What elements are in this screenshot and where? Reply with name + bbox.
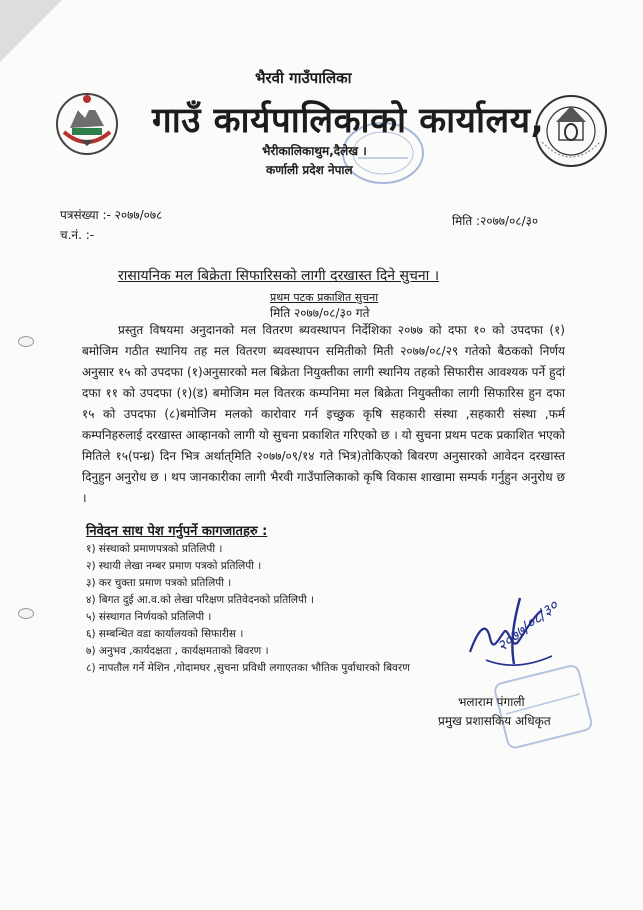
- list-item: ८) नापतौल गर्ने मेशिन ,गोदामघर ,सुचना प्रविधी लगाएतका भौतिक पुर्वाधारको बिवरण: [86, 662, 410, 674]
- publication-note: प्रथम पटक प्रकाशित सुचना: [270, 291, 379, 304]
- punch-hole: [18, 608, 34, 619]
- office-location: भैरीकालिकाथुम,दैलेख ।: [262, 144, 367, 158]
- documents-heading: निवेदन साथ पेश गर्नुपर्ने कागजातहरु :: [86, 524, 268, 539]
- punch-hole: [18, 336, 34, 347]
- list-item: ४) बिगत दुई आ.व.को लेखा परिक्षण प्रतिवेदनको प्रतिलिपी ।: [86, 594, 315, 606]
- reference-number: पत्रसंख्या :- २०७७/०७८: [60, 208, 163, 222]
- notice-subject: रासायनिक मल बिक्रेता सिफारिसको लागी दरखास्त दिने सुचना ।: [118, 268, 440, 284]
- notice-date: मिति २०७७/०८/३० गते: [270, 306, 370, 320]
- list-item: ६) सम्बन्धित वडा कार्यालयको सिफारीस ।: [86, 628, 244, 640]
- dispatch-number: च.नं. :-: [60, 228, 95, 242]
- nepal-emblem-icon: [52, 88, 122, 158]
- notice-body: प्रस्तुत विषयमा अनुदानको मल वितरण ब्यवस्थापन निर्देशिका २०७७ को दफा १० को उपदफा (१) बमोजिम गठीत स्थानिय तह मल वितरण ब्यवस्थापन समितीको मिती २०७७/०८/२९ गतेको बैठकको निर्णय अनुसार १५ को उपदफा (१)अनुसारको मल बिक्रेता नियुक्तीका लागी स्थानिय तहको सिफारीस आवश्यक पर्ने हुदां दफा ११ को उपदफा (१)(ड) बमोजिम मल वितरक कम्पनिमा मल बिक्रेता नियुक्तीका लागी सिफारिस हुन दफा १५ को उपदफा (८)बमोजिम मलको कारोवार गर्न इच्छुक कृषि सहकारी संस्था ,सहकारी संस्था ,फर्म कम्पनिहरुलाई दरखास्त आव्हानको लागी यो सुचना प्रकाशित गरिएको छ । यो सुचना प्रथम पटक प्रकाशित भएको मितिले १५(पन्ध्र) दिन भित्र अर्थात्‌मिति २०७७/०९/१४ गते भित्र)तोकिएको बिवरण अनुसारको आवेदन दरखास्त दिनुहुन अनुरोध छ । थप जानकारीका लागी भैरवी गाउँपालिकाको कृषि विकास शाखामा सम्पर्क गर्नुहुन अनुरोध छ ।: [82, 323, 565, 505]
- list-item: ५) संस्थागत निर्णयको प्रतिलिपी ।: [86, 611, 212, 623]
- office-title: गाउँ कार्यपालिकाको कार्यालय,: [152, 101, 545, 141]
- signature-date: २०७७/०८/३०: [493, 596, 562, 656]
- office-province: कर्णाली प्रदेश नेपाल: [266, 163, 353, 177]
- list-item: ३) कर चुक्ता प्रमाण पत्रको प्रतिलिपी ।: [86, 577, 232, 589]
- letter-date: मिति :२०७७/०८/३०: [452, 214, 539, 228]
- list-item: १) संस्थाको प्रमाणपत्रको प्रतिलिपी ।: [86, 543, 223, 555]
- folded-corner: [0, 0, 62, 62]
- municipality-name: भैरवी गाउँपालिका: [255, 69, 352, 87]
- list-item: ७) अनुभव ,कार्यदक्षता , कार्यक्षमताको बिवरण ।: [86, 645, 269, 657]
- documents-list: [86, 541, 410, 677]
- signer-designation: प्रमुख प्रशासकिय अधिकृत: [438, 714, 551, 728]
- list-item: २) स्थायी लेखा नम्बर प्रमाण पत्रको प्रतिलिपी ।: [86, 560, 262, 572]
- signer-name: भलाराम पंगाली: [458, 695, 525, 709]
